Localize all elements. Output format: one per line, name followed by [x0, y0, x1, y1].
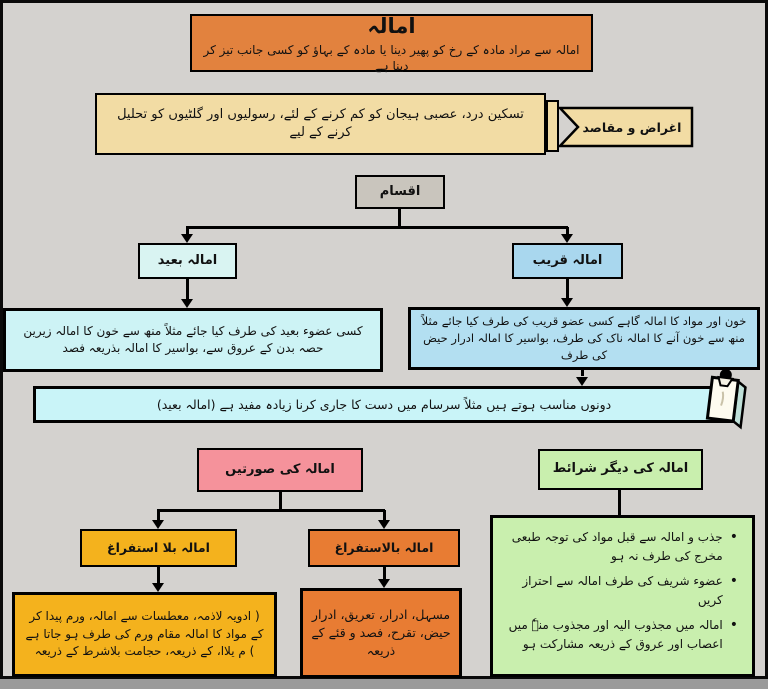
arrow-down-icon	[378, 579, 390, 588]
connector-line	[186, 226, 568, 229]
other-conditions-label: امالہ کی دیگر شرائط	[552, 461, 689, 477]
connector-line	[279, 492, 282, 510]
bil-istifragh-description-box	[300, 588, 462, 678]
arrow-down-icon	[152, 583, 164, 592]
bila-istifragh-label: امالہ بلا استفراغ	[107, 540, 210, 556]
arrow-down-icon	[576, 377, 588, 386]
forms-label: امالہ کی صورتیں	[225, 461, 335, 477]
bil-istifragh-label: امالہ بالاستفراغ	[334, 540, 434, 556]
connector-line	[618, 490, 621, 515]
arrow-down-icon	[378, 520, 390, 529]
condition-text: عضوء شریف کی طرف امالہ سے احتراز کریں	[522, 574, 723, 607]
arrow-down-icon	[561, 298, 573, 307]
other-conditions-box	[490, 515, 755, 677]
list-item	[501, 572, 738, 609]
types-box	[355, 175, 445, 209]
imala-baeed-label: امالہ بعید	[157, 252, 218, 268]
imala-qareeb-label: امالہ قریب	[532, 252, 603, 268]
imala-qareeb-box	[512, 243, 623, 279]
note-text: دونوں مناسب ہوتے ہیں مثلاً سرسام میں دست کا جاری کرنا زیادہ مفید ہے (امالہ بعید)	[156, 396, 612, 412]
other-conditions-header	[538, 449, 703, 490]
objectives-box	[95, 93, 546, 155]
bullet-icon: •	[729, 617, 738, 634]
note-bar	[33, 386, 735, 423]
arrow-down-icon	[561, 234, 573, 243]
clipboard-icon	[700, 366, 750, 430]
imala-baeed-description-box	[3, 308, 383, 372]
imala-qareeb-description-box	[408, 307, 760, 370]
list-item	[501, 616, 738, 653]
connector-line	[566, 279, 569, 299]
other-conditions-list	[493, 518, 752, 667]
bullet-icon: •	[729, 573, 738, 590]
bil-istifragh-box	[308, 529, 460, 567]
condition-text: جذب و امالہ سے قبل مواد کی توجہ طبعی مخرج کی طرف نہ ہو	[511, 530, 723, 563]
arrow-down-icon	[181, 234, 193, 243]
connector-line	[581, 370, 584, 376]
bila-istifragh-box	[80, 529, 237, 567]
objectives-label: اغراض و مقاصد	[582, 119, 682, 135]
bila-istifragh-description: ( ادویہ لاذمہ، معطسات سے امالہ، ورم پیدا کر کے مواد کا امالہ مقام ورم کی طرف ہو جاتا ہے ) م یلاا، کے ذریعہ، حجامت بلاشرط کے ذریعہ	[25, 609, 264, 659]
forms-box	[197, 448, 363, 492]
arrow-down-icon	[152, 520, 164, 529]
connector-line	[157, 567, 160, 584]
objectives-banner	[558, 106, 694, 148]
objectives-text: تسکین درد، عصبی ہیجان کو کم کرنے کے لئے، رسولیوں اور گلٹیوں کو تحلیل کرنے کے لیے	[117, 106, 524, 140]
connector-line	[398, 209, 401, 227]
connector-line	[186, 279, 189, 300]
imala-qareeb-description: خون اور مواد کا امالہ گاہے کسی عضو قریب کی طرف کیا جائے مثلاً منھ سے خون آنے کا امالہ ناک کی طرف، بواسیر کا امالہ ادرار حیض کی طرف	[421, 314, 747, 362]
connector-line	[157, 509, 385, 512]
list-item	[501, 528, 738, 565]
imala-baeed-description: کسی عضوء بعید کی طرف کیا جائے مثلاً منھ سے خون کا امالہ زیرین حصہ بدن کے عروق سے، بواسیر کا امالہ بذریعہ فصد	[23, 323, 363, 355]
page-title: امالہ	[367, 14, 416, 39]
title-box	[190, 14, 593, 72]
title-description: امالہ سے مراد مادہ کے رخ کو پھیر دینا یا مادہ کے بہاؤ کو کسی جانب تیز کر دینا ہے	[203, 42, 580, 73]
arrow-down-icon	[181, 299, 193, 308]
window-edge-strip	[0, 679, 768, 689]
bil-istifragh-description: مسہل، ادرار، تعریق، ادرار حیض، تقرح، فصد و قئے کے ذریعہ	[311, 606, 451, 659]
condition-text: امالہ میں مجذوب الیہ اور مجذوب منہٗ میں اعصاب اور عروق کے ذریعہ مشارکت ہو	[508, 618, 723, 651]
bila-istifragh-description-box	[12, 592, 277, 677]
imala-baeed-box	[138, 243, 237, 279]
types-label: اقسام	[379, 183, 421, 199]
bullet-icon: •	[729, 529, 738, 545]
